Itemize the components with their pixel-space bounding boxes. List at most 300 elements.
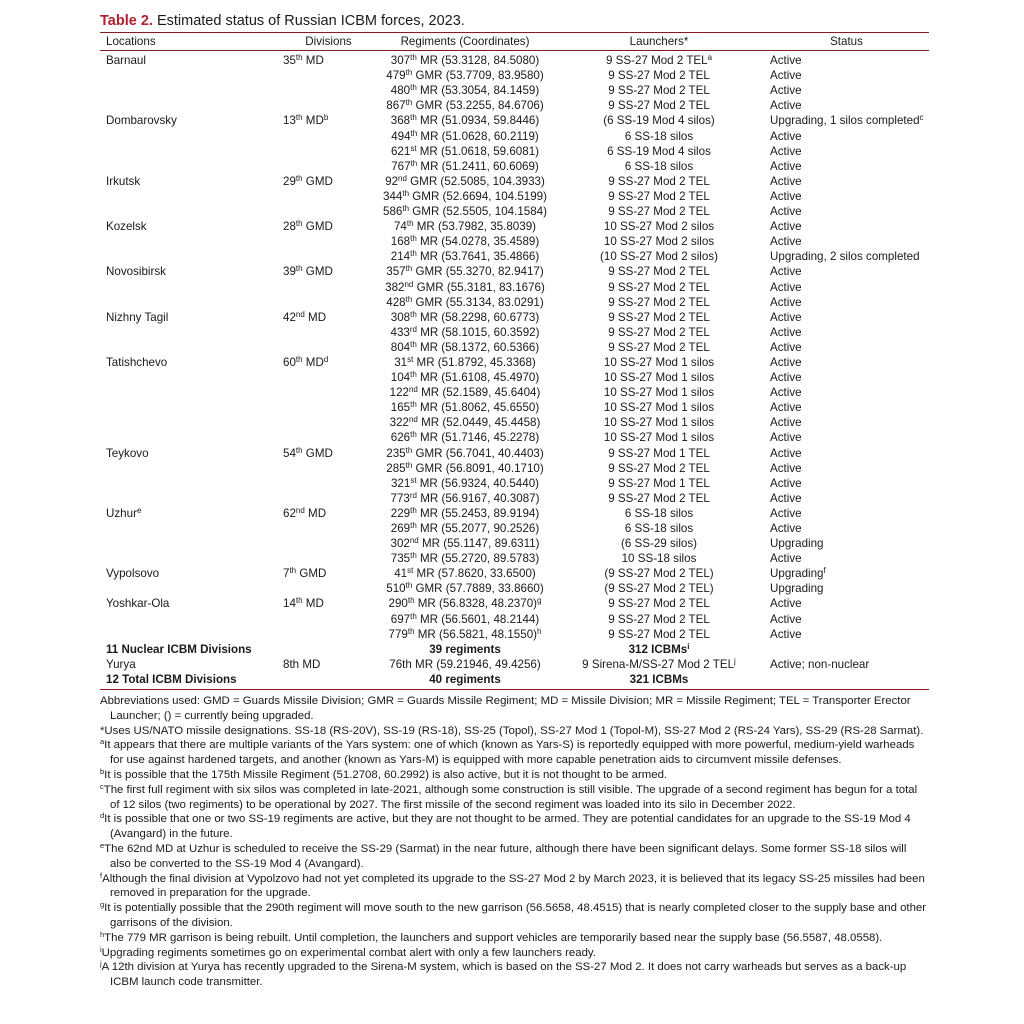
launchers-value: 9 SS-27 Mod 2 TEL <box>608 310 710 324</box>
ordinal-suffix: th <box>410 521 417 530</box>
cell-launchers <box>554 521 764 536</box>
cell-division <box>281 325 376 340</box>
footnote-text: Upgrading regiments sometimes go on experimental combat alert with only a few launchers ready. <box>101 946 596 959</box>
cell-regiment <box>376 68 554 83</box>
launchers-value: 9 SS-27 Mod 2 TEL <box>608 174 710 188</box>
launchers-value: 10 SS-27 Mod 1 silos <box>603 416 715 430</box>
regiment-number: 735 <box>390 552 411 566</box>
cell-launchers <box>554 249 764 264</box>
cell-launchers <box>554 98 764 113</box>
footnote-text: *Uses US/NATO missile designations. SS-18 (RS-20V), SS-19 (RS-18), SS-25 (Topol), SS-27 Mod 1 (Topol-M), SS-27 Mod 2 (RS-24 Yars), SS-29 (RS-28 Sarmat). <box>100 724 924 737</box>
table-row <box>100 264 929 279</box>
cell-division <box>281 159 376 174</box>
cell-launchers <box>554 415 764 430</box>
table-row <box>100 159 929 174</box>
location-name: Barnaul <box>106 54 146 68</box>
cell-location <box>100 189 281 204</box>
cell-launchers <box>554 159 764 174</box>
cell-status <box>764 566 929 581</box>
cell-regiment <box>376 461 554 476</box>
division-number: 29 <box>283 174 296 188</box>
regiment-number: 290 <box>388 597 408 611</box>
ordinal-suffix: nd <box>409 536 419 546</box>
launchers-value: 312 ICBMs <box>628 642 688 656</box>
regiment-coordinates: GMR (55.3270, 82.9417) <box>412 265 544 279</box>
regiment-coordinates: MR (58.2298, 60.6773) <box>416 310 540 324</box>
cell-launchers <box>554 83 764 98</box>
ordinal-suffix: rd <box>409 490 417 500</box>
regiment-number: 165 <box>390 401 411 415</box>
location-name: Vypolsovo <box>106 567 160 581</box>
cell-regiment <box>376 189 554 204</box>
cell-launchers <box>554 144 764 159</box>
regiment-number: 41 <box>394 567 408 581</box>
ordinal-suffix: th <box>295 445 303 455</box>
cell-location <box>100 68 281 83</box>
division-type: MD <box>302 114 324 128</box>
regiment-coordinates: 40 regiments <box>429 672 501 686</box>
division-number: 28 <box>283 220 296 234</box>
table-row <box>100 51 929 69</box>
division-type: GMD <box>302 265 333 279</box>
footnote-mark: c <box>919 113 924 123</box>
footnote <box>100 842 929 872</box>
regiment-number: 804 <box>390 340 411 354</box>
cell-status <box>764 581 929 596</box>
regiment-coordinates: GMR (52.5085, 104.3933) <box>406 174 545 188</box>
regiment-coordinates: MR (55.2077, 90.2526) <box>416 522 540 535</box>
launchers-value: 10 SS-27 Mod 1 silos <box>603 431 715 445</box>
ordinal-suffix: nd <box>398 173 407 183</box>
cell-status <box>764 340 929 355</box>
cell-status <box>764 68 929 83</box>
table-row <box>100 370 929 385</box>
cell-division <box>281 144 376 159</box>
cell-launchers <box>554 295 764 310</box>
status-value: Active <box>770 265 802 279</box>
regiment-number: 307 <box>390 54 411 68</box>
launchers-value: 9 SS-27 Mod 2 TEL <box>608 627 710 641</box>
document-page <box>100 12 929 990</box>
header-status: Status <box>764 33 929 51</box>
launchers-value: 9 SS-27 Mod 2 TEL <box>608 205 710 219</box>
status-value: Active <box>770 159 802 173</box>
cell-location <box>100 581 281 596</box>
cell-launchers <box>554 400 764 415</box>
table-row <box>100 446 929 461</box>
ordinal-suffix: st <box>410 143 417 153</box>
status-value: Active <box>770 220 802 234</box>
cell-division <box>281 51 376 69</box>
ordinal-suffix: th <box>410 400 417 410</box>
regiment-coordinates: GMR (57.7889, 33.8660) <box>412 582 544 596</box>
ordinal-suffix: th <box>410 611 417 621</box>
table-row <box>100 83 929 98</box>
status-value: Upgrading <box>770 537 824 551</box>
regiment-number: 773 <box>390 491 410 505</box>
footnote-mark: c <box>100 781 104 791</box>
icbm-table <box>100 32 929 690</box>
cell-location <box>100 234 281 249</box>
cell-launchers <box>554 264 764 279</box>
cell-location <box>100 219 281 234</box>
cell-regiment <box>376 113 554 128</box>
division-number: 62 <box>283 506 296 520</box>
cell-location <box>100 129 281 144</box>
status-value: Active <box>770 627 802 641</box>
cell-location <box>100 521 281 536</box>
regiment-coordinates: MR (51.2411, 60.6069) <box>417 159 539 173</box>
regiment-number: 308 <box>390 310 411 324</box>
regiment-number: 368 <box>390 114 411 128</box>
cell-division <box>281 113 376 128</box>
cell-regiment <box>376 581 554 596</box>
regiment-coordinates: MR (51.7146, 45.2278) <box>416 431 540 445</box>
location-name: Novosibirsk <box>106 265 166 279</box>
table-row <box>100 415 929 430</box>
cell-launchers <box>554 491 764 506</box>
table-row <box>100 642 929 657</box>
cell-launchers <box>554 204 764 219</box>
cell-status <box>764 370 929 385</box>
cell-regiment <box>376 295 554 310</box>
table-number: Table 2. <box>100 13 153 29</box>
ordinal-suffix: st <box>407 354 414 364</box>
cell-status <box>764 98 929 113</box>
regiment-coordinates: MR (53.3128, 84.5080) <box>416 54 540 68</box>
footnote-text: It appears that there are multiple variants of the Yars system: one of which (known as Yars-S) is reportedly equipped with more powerful, medium-yield warheads for use against hardened targets, and another (known as Yars-M) is equipped with more capable penetration aids to circumvent missile defenses. <box>104 739 915 767</box>
status-value: Active <box>770 144 802 158</box>
status-value: Active <box>770 174 802 188</box>
cell-launchers <box>554 672 764 690</box>
location-name: Yoshkar-Ola <box>106 597 170 611</box>
cell-launchers <box>554 280 764 295</box>
table-row <box>100 219 929 234</box>
footnote-mark: j <box>734 656 736 666</box>
cell-location <box>100 642 281 657</box>
ordinal-suffix: th <box>289 566 297 576</box>
table-row <box>100 174 929 189</box>
cell-status <box>764 144 929 159</box>
table-row <box>100 581 929 596</box>
launchers-value: 6 SS-18 silos <box>624 506 694 520</box>
cell-status <box>764 113 929 128</box>
footnote-text: Although the final division at Vypolzovo had not yet completed its upgrade to the SS-27 Mod 2 by March 2023, it is believed that its legacy SS-25 missiles had been removed in preparation for the upgrade. <box>102 872 925 900</box>
cell-location <box>100 461 281 476</box>
cell-regiment <box>376 51 554 69</box>
cell-launchers <box>554 596 764 611</box>
cell-status <box>764 219 929 234</box>
cell-location <box>100 159 281 174</box>
location-name: Irkutsk <box>106 174 141 188</box>
regiment-number: 626 <box>390 431 411 445</box>
cell-location <box>100 51 281 69</box>
cell-division <box>281 370 376 385</box>
cell-regiment <box>376 642 554 657</box>
cell-regiment <box>376 491 554 506</box>
launchers-value: 6 SS-18 silos <box>624 159 694 173</box>
cell-regiment <box>376 159 554 174</box>
status-value: Active <box>770 461 802 475</box>
table-row <box>100 476 929 491</box>
cell-location <box>100 506 281 521</box>
footnote-mark: d <box>323 354 329 364</box>
table-header-row <box>100 33 929 51</box>
launchers-value: 321 ICBMs <box>629 672 689 686</box>
table-row <box>100 551 929 566</box>
launchers-value: 9 SS-27 Mod 1 TEL <box>608 446 710 460</box>
footnote <box>100 946 929 961</box>
cell-division <box>281 174 376 189</box>
ordinal-suffix: th <box>402 204 410 214</box>
launchers-value: 9 SS-27 Mod 2 TEL <box>608 325 710 339</box>
regiment-number: 433 <box>390 325 410 339</box>
cell-status <box>764 491 929 506</box>
cell-division <box>281 219 376 234</box>
launchers-value: 10 SS-27 Mod 1 silos <box>603 371 715 385</box>
status-value: Active <box>770 189 802 203</box>
regiment-number: 428 <box>386 295 406 309</box>
cell-status <box>764 627 929 642</box>
launchers-value: 9 SS-27 Mod 2 TEL <box>605 54 708 68</box>
footnote-mark: f <box>100 870 103 880</box>
regiment-coordinates: MR (51.0618, 59.6081) <box>416 144 540 158</box>
cell-division <box>281 129 376 144</box>
regiment-number: 104 <box>390 371 411 385</box>
cell-status <box>764 174 929 189</box>
cell-launchers <box>554 506 764 521</box>
regiment-coordinates: MR (56.8328, 48.2370) <box>414 597 538 611</box>
header-regiments: Regiments (Coordinates) <box>376 33 554 51</box>
launchers-value: 10 SS-27 Mod 1 silos <box>603 386 715 400</box>
table-row <box>100 627 929 642</box>
cell-division <box>281 264 376 279</box>
cell-division <box>281 430 376 445</box>
cell-location <box>100 340 281 355</box>
cell-location <box>100 264 281 279</box>
status-value: Active <box>770 371 802 385</box>
table-row <box>100 491 929 506</box>
launchers-value: 9 SS-27 Mod 2 TEL <box>608 461 710 475</box>
status-value: Active <box>770 612 802 626</box>
cell-location <box>100 280 281 295</box>
regiment-number: 168 <box>390 235 411 249</box>
cell-regiment <box>376 174 554 189</box>
status-value: Upgrading <box>770 567 824 581</box>
table-row <box>100 295 929 310</box>
regiment-coordinates: MR (55.2453, 89.9194) <box>416 506 540 520</box>
cell-regiment <box>376 385 554 400</box>
footnote <box>100 872 929 902</box>
regiment-number: 357 <box>386 265 406 279</box>
cell-location <box>100 566 281 581</box>
cell-launchers <box>554 642 764 657</box>
cell-location <box>100 415 281 430</box>
regiment-number: 510 <box>386 582 406 596</box>
regiment-coordinates: 76th MR (59.21946, 49.4256) <box>389 657 541 671</box>
regiment-number: 382 <box>385 280 405 294</box>
cell-status <box>764 129 929 144</box>
division-type: MD <box>304 506 327 520</box>
footnote-text: It is possible that the 175th Missile Regiment (51.2708, 60.2992) is also active, but it is not thought to be armed. <box>104 769 668 782</box>
footnote-text: The first full regiment with six silos was completed in late-2021, although some construction is still visible. The upgrade of a second regiment has begun for a total of 12 silos (two regiments) to be operational by 2027. The first missile of the second regiment was loaded into its silo in December 2022. <box>103 783 918 811</box>
ordinal-suffix: th <box>295 219 303 229</box>
regiment-coordinates: 39 regiments <box>429 642 501 656</box>
cell-launchers <box>554 68 764 83</box>
table-caption <box>100 12 929 30</box>
footnote-mark: d <box>100 811 105 821</box>
cell-status <box>764 551 929 566</box>
cell-status <box>764 51 929 69</box>
division-type: GMD <box>302 174 333 188</box>
status-value: Active <box>770 325 802 339</box>
cell-location <box>100 491 281 506</box>
launchers-value: 10 SS-27 Mod 2 silos <box>603 220 715 234</box>
cell-status <box>764 400 929 415</box>
status-value: Active <box>770 235 802 249</box>
regiment-coordinates: MR (52.0449, 45.4458) <box>417 416 541 430</box>
cell-location <box>100 385 281 400</box>
cell-location <box>100 400 281 415</box>
status-value: Active <box>770 54 802 68</box>
ordinal-suffix: th <box>410 339 417 349</box>
ordinal-suffix: nd <box>408 385 418 395</box>
cell-location <box>100 657 281 672</box>
table-row <box>100 400 929 415</box>
cell-location <box>100 98 281 113</box>
cell-division <box>281 310 376 325</box>
cell-location <box>100 536 281 551</box>
cell-division <box>281 461 376 476</box>
cell-division <box>281 355 376 370</box>
regiment-number: 867 <box>386 99 406 113</box>
cell-launchers <box>554 612 764 627</box>
cell-division <box>281 415 376 430</box>
footnote-mark: h <box>100 929 105 939</box>
cell-status <box>764 385 929 400</box>
cell-division <box>281 581 376 596</box>
table-row <box>100 325 929 340</box>
regiment-number: 494 <box>391 129 411 143</box>
cell-status <box>764 536 929 551</box>
regiment-coordinates: MR (53.3054, 84.1459) <box>416 84 540 98</box>
division-type: GMD <box>302 446 333 460</box>
cell-launchers <box>554 627 764 642</box>
location-name: Yurya <box>106 657 136 671</box>
status-value: Active <box>770 416 802 430</box>
regiment-coordinates: MR (57.8620, 33.6500) <box>413 567 536 581</box>
cell-status <box>764 295 929 310</box>
cell-status <box>764 446 929 461</box>
location-name: Uzhur <box>106 506 137 520</box>
cell-regiment <box>376 596 554 611</box>
cell-status <box>764 310 929 325</box>
ordinal-suffix: th <box>410 234 417 244</box>
cell-division <box>281 536 376 551</box>
cell-regiment <box>376 249 554 264</box>
regiment-number: 122 <box>389 386 409 400</box>
cell-location <box>100 612 281 627</box>
table-row <box>100 430 929 445</box>
footnote-mark: b <box>323 113 329 123</box>
location-name: 11 Nuclear ICBM Divisions <box>106 642 252 656</box>
status-value: Active <box>770 491 802 505</box>
division-type: MD <box>302 54 324 68</box>
footnote <box>100 738 929 768</box>
division-type: MD <box>304 310 327 324</box>
regiment-number: 285 <box>386 461 406 475</box>
ordinal-suffix: th <box>295 354 303 364</box>
cell-division <box>281 204 376 219</box>
cell-division <box>281 68 376 83</box>
regiment-number: 767 <box>391 159 411 173</box>
footnote <box>100 812 929 842</box>
cell-launchers <box>554 461 764 476</box>
cell-regiment <box>376 415 554 430</box>
cell-division <box>281 657 376 672</box>
cell-launchers <box>554 355 764 370</box>
cell-division <box>281 340 376 355</box>
footnote-mark: e <box>136 505 142 515</box>
cell-launchers <box>554 657 764 672</box>
footnote-mark: a <box>100 737 105 747</box>
status-value: Active <box>770 205 802 219</box>
cell-location <box>100 672 281 690</box>
table-row <box>100 68 929 83</box>
cell-division <box>281 295 376 310</box>
cell-launchers <box>554 310 764 325</box>
division-number: 35 <box>283 54 296 68</box>
status-value: Active <box>770 597 802 611</box>
cell-regiment <box>376 672 554 690</box>
footnote-mark: a <box>707 53 713 63</box>
ordinal-suffix: nd <box>295 309 305 319</box>
table-title: Estimated status of Russian ICBM forces, 2023. <box>152 13 465 29</box>
footnote-mark: i <box>687 641 690 651</box>
regiment-number: 779 <box>388 627 408 641</box>
launchers-value: (6 SS-29 silos) <box>620 537 698 551</box>
cell-regiment <box>376 340 554 355</box>
ordinal-suffix: th <box>295 53 303 63</box>
ordinal-suffix: th <box>295 596 303 606</box>
cell-regiment <box>376 83 554 98</box>
launchers-value: (6 SS-19 Mod 4 silos) <box>603 114 715 128</box>
status-value: Active <box>770 310 802 324</box>
cell-regiment <box>376 612 554 627</box>
table-row <box>100 672 929 690</box>
ordinal-suffix: nd <box>408 415 418 425</box>
regiment-coordinates: GMR (55.3134, 83.0291) <box>412 295 544 309</box>
table-row <box>100 536 929 551</box>
cell-division <box>281 506 376 521</box>
table-row <box>100 521 929 536</box>
regiment-coordinates: MR (51.0934, 59.8446) <box>416 114 540 128</box>
status-value: Active; non-nuclear <box>770 657 870 671</box>
table-row <box>100 612 929 627</box>
table-row <box>100 385 929 400</box>
cell-location <box>100 627 281 642</box>
regiment-coordinates: MR (55.1147, 89.6311) <box>418 537 540 551</box>
ordinal-suffix: th <box>410 53 417 63</box>
regiment-coordinates: MR (53.7982, 35.8039) <box>413 220 537 234</box>
regiment-number: 321 <box>390 476 411 490</box>
regiment-number: 302 <box>390 537 410 551</box>
cell-status <box>764 596 929 611</box>
cell-status <box>764 672 929 690</box>
launchers-value: 9 SS-27 Mod 2 TEL <box>608 99 710 113</box>
ordinal-suffix: th <box>407 596 415 606</box>
cell-division <box>281 642 376 657</box>
